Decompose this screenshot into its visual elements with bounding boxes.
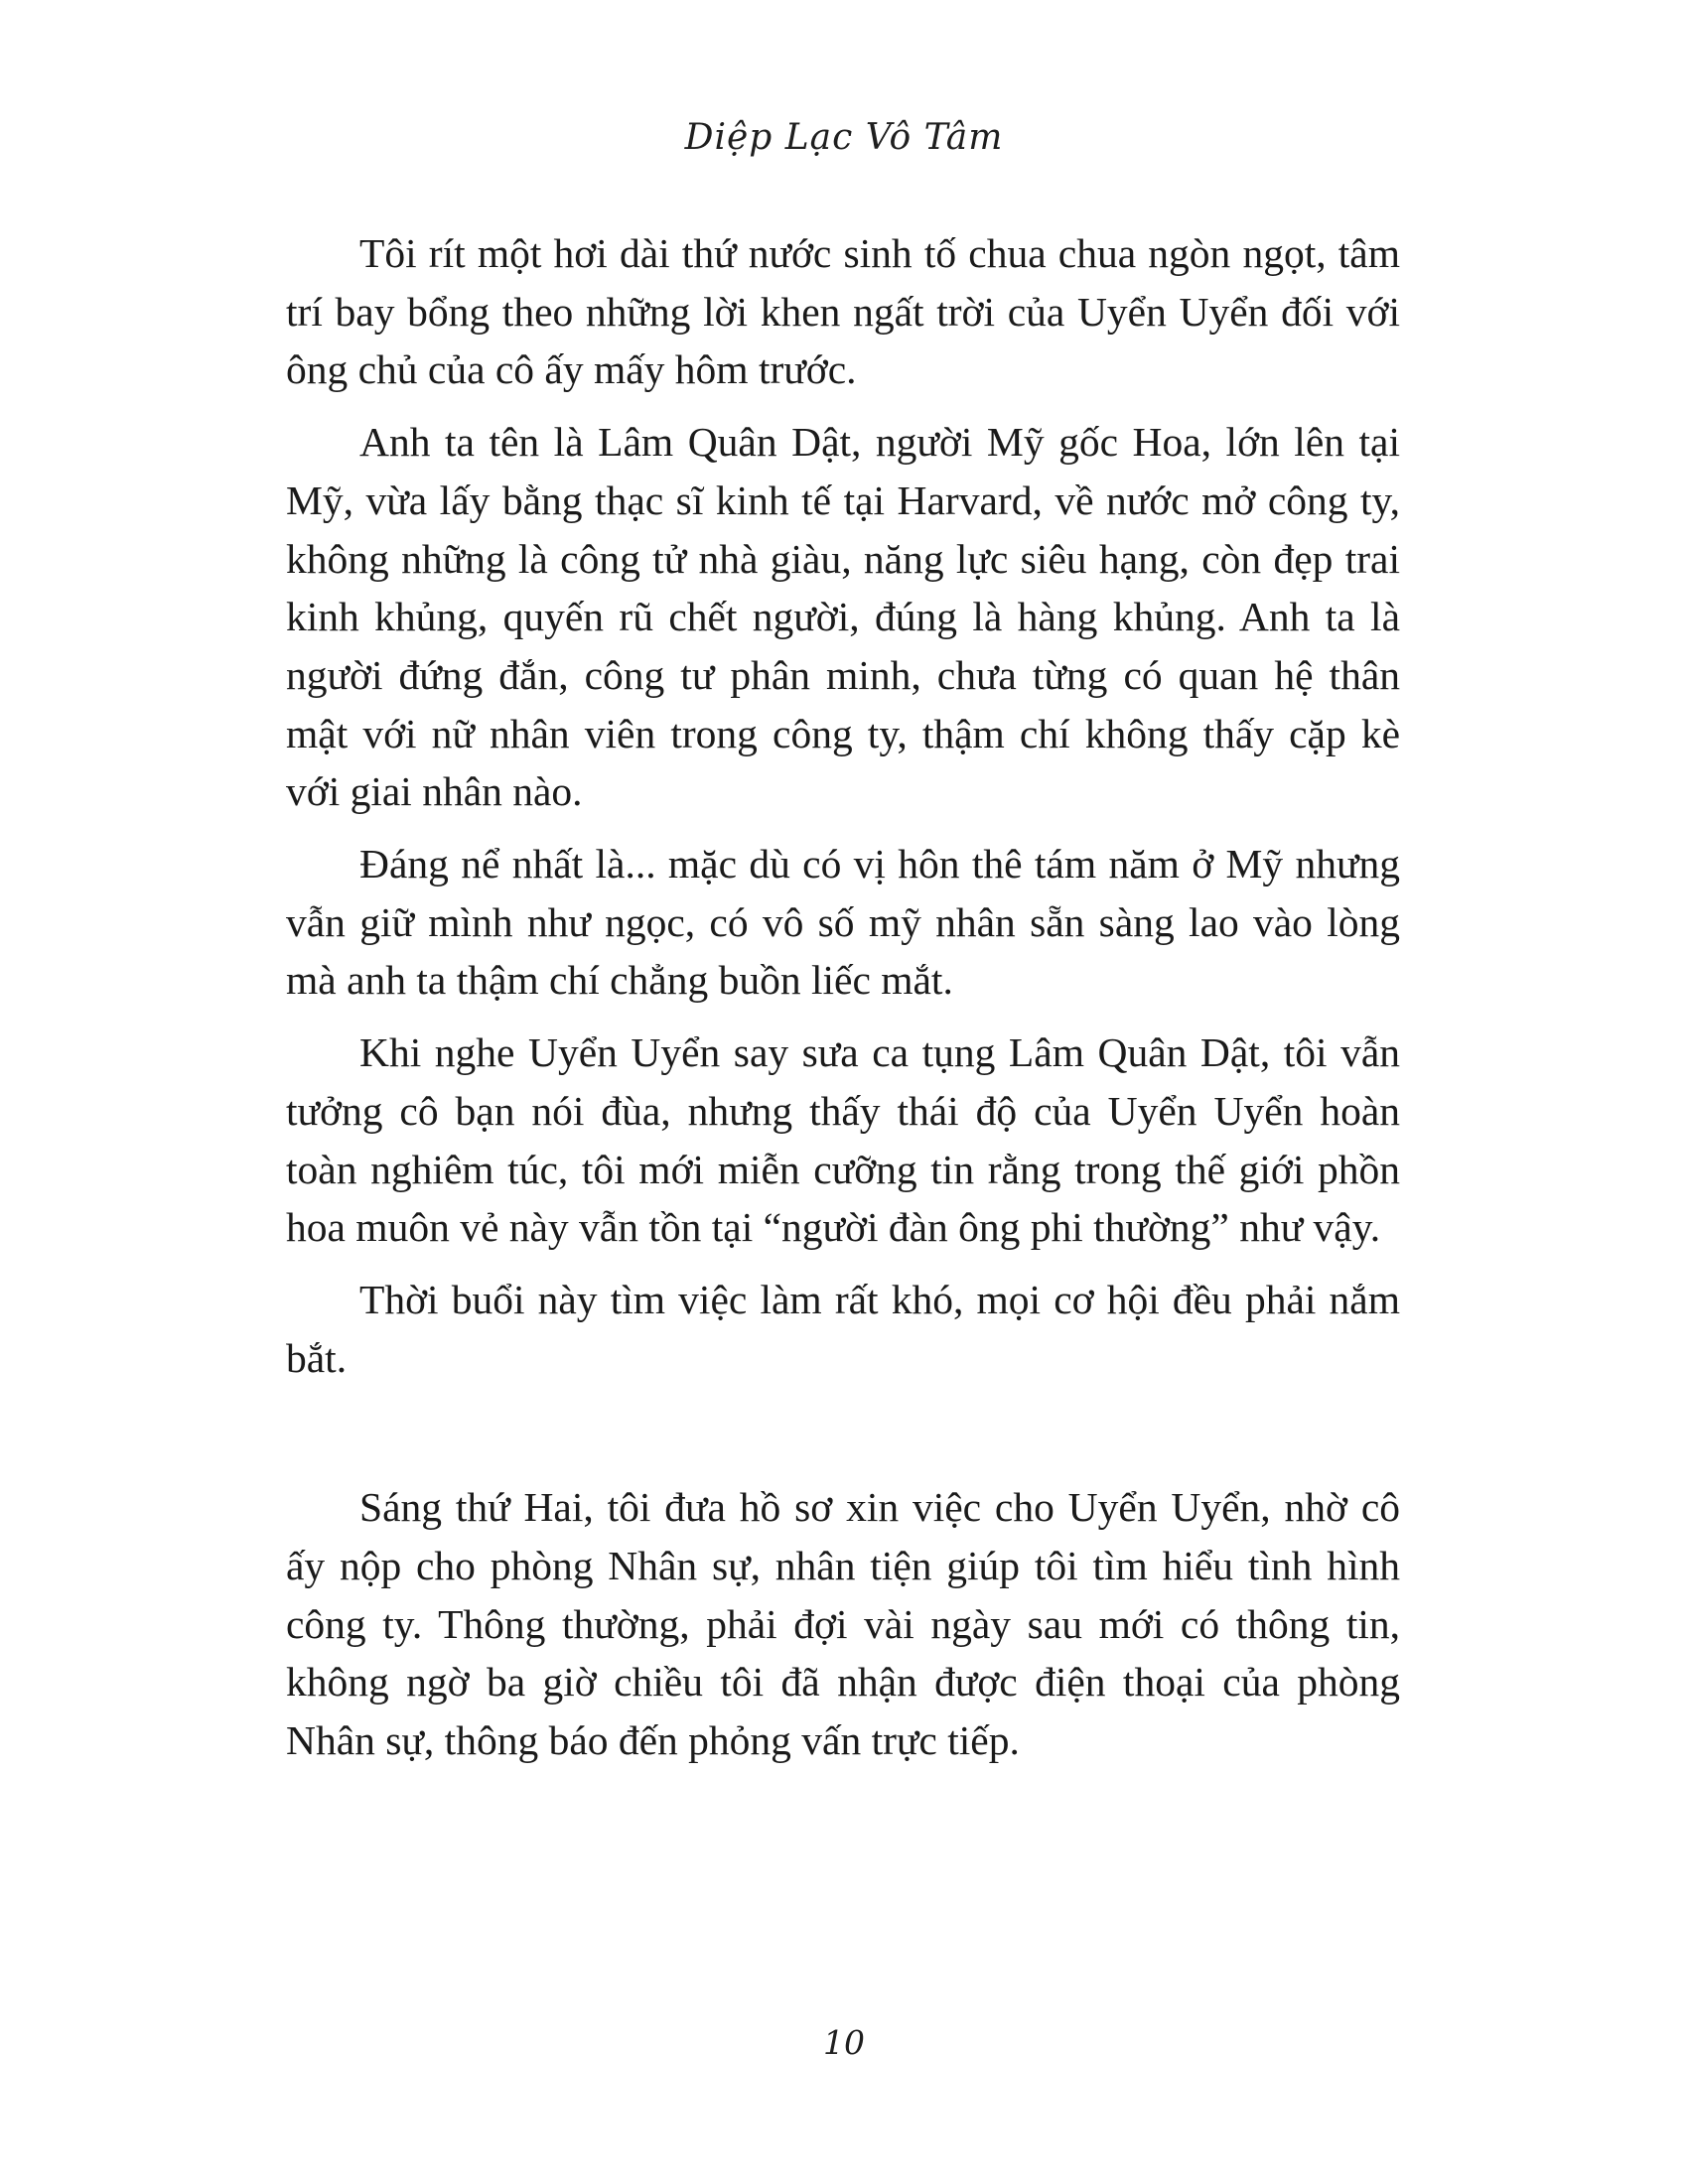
running-header: Diệp Lạc Vô Tâm [684, 117, 1004, 158]
paragraph-4: Khi nghe Uyển Uyển say sưa ca tụng Lâm Quân Dật, tôi vẫn tưởng cô bạn nói đùa, nhưng thấy thái độ của Uyển Uyển hoàn toàn nghiêm túc, tôi mới miễn cưỡng tin rằng trong thế giới phồn hoa muôn vẻ này vẫn tồn tại “người đàn ông phi thường” như vậy. [286, 1029, 1400, 1251]
paragraph-2: Anh ta tên là Lâm Quân Dật, người Mỹ gốc Hoa, lớn lên tại Mỹ, vừa lấy bằng thạc sĩ kinh tế tại Harvard, về nước mở công ty, không những là công tử nhà giàu, năng lực siêu hạng, còn đẹp trai kinh khủng, quyến rũ chết người, đúng là hàng khủng. Anh ta là người đứng đắn, công tư phân minh, chưa từng có quan hệ thân mật với nữ nhân viên trong công ty, thậm chí không thấy cặp kè với giai nhân nào. [286, 419, 1400, 815]
page-number: 10 [823, 2023, 865, 2062]
paragraph-1: Tôi rít một hơi dài thứ nước sinh tố chua chua ngòn ngọt, tâm trí bay bổng theo những lời khen ngất trời của Uyển Uyển đối với ông chủ của cô ấy mấy hôm trước. [286, 230, 1400, 393]
paragraph-5: Thời buổi này tìm việc làm rất khó, mọi cơ hội đều phải nắm bắt. [286, 1276, 1400, 1381]
body-text [286, 224, 1400, 1784]
paragraph-6: Sáng thứ Hai, tôi đưa hồ sơ xin việc cho Uyển Uyển, nhờ cô ấy nộp cho phòng Nhân sự, nhân tiện giúp tôi tìm hiểu tình hình công ty. Thông thường, phải đợi vài ngày sau mới có thông tin, không ngờ ba giờ chiều tôi đã nhận được điện thoại của phòng Nhân sự, thông báo đến phỏng vấn trực tiếp. [286, 1484, 1400, 1764]
paragraph-3: Đáng nể nhất là... mặc dù có vị hôn thê tám năm ở Mỹ nhưng vẫn giữ mình như ngọc, có vô số mỹ nhân sẵn sàng lao vào lòng mà anh ta thậm chí chẳng buồn liếc mắt. [286, 841, 1400, 1004]
